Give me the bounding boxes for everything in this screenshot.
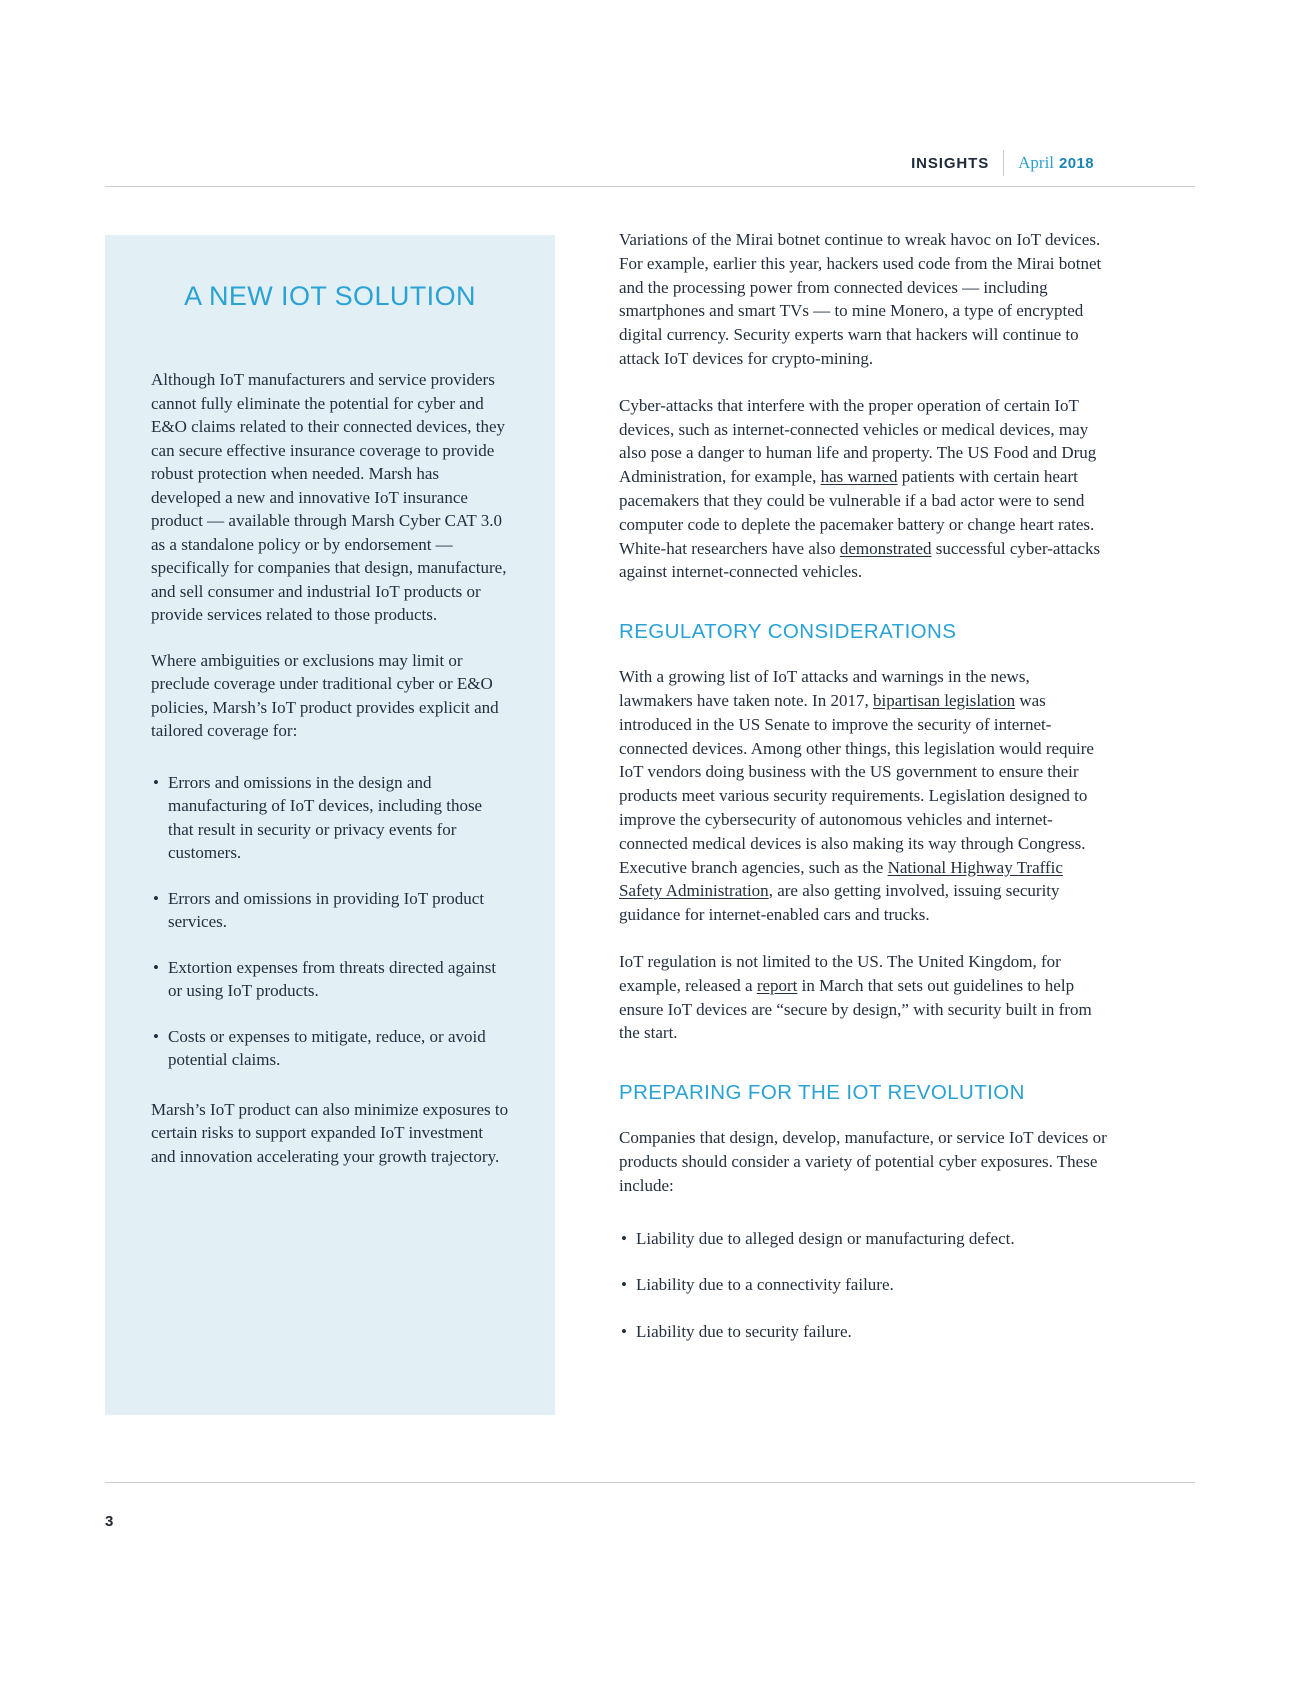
bullet-item: • Errors and omissions in the design and manufacturing of IoT devices, including those that result in security or privacy events for customers. [151, 771, 509, 865]
masthead-divider [1003, 150, 1004, 176]
issue-date [1018, 153, 1094, 173]
text-segment: IoT regulation is not limited to the US. The United Kingdom, for example, released a [619, 951, 1061, 995]
panel-title: A NEW IOT SOLUTION [184, 281, 476, 311]
main-column [619, 228, 1107, 1366]
bullet-item: • Costs or expenses to mitigate, reduce, or avoid potential claims. [151, 1025, 509, 1072]
page-number: 3 [105, 1513, 114, 1530]
paragraph-legislation [619, 665, 1107, 927]
sidebar-panel [105, 235, 555, 1415]
paragraph-cyber-attacks [619, 394, 1107, 584]
panel-paragraph-closing: Marsh’s IoT product can also minimize exposures to certain risks to support expanded IoT investment and innovation accelerating your growth trajectory. [151, 1099, 509, 1166]
panel-paragraph-intro: Although IoT manufacturers and service providers cannot fully eliminate the potential for cyber and E&O claims related to their connected devices, they can secure effective insurance coverage to provide robust protection when needed. Marsh has developed a new and innovative IoT insurance product — available through Marsh Cyber CAT 3.0 as a standalone policy or by endorsement — specifically for companies that design, manufacture, and sell consumer and industrial IoT products or provide services related to those products. [151, 370, 507, 624]
paragraph-companies: Companies that design, develop, manufacture, or service IoT devices or products should consider a variety of potential cyber exposures. These include: [619, 1128, 1107, 1195]
bullet-item: • Extortion expenses from threats directed against or using IoT products. [151, 956, 509, 1003]
inline-link[interactable]: report [756, 975, 798, 995]
panel-paragraph-coverage: Where ambiguities or exclusions may limit or preclude coverage under traditional cyber or E&O policies, Marsh’s IoT product provides explicit and tailored coverage for: [151, 650, 499, 740]
text-segment: in March that sets out guidelines to help ensure IoT devices are “secure by design,” with security built in from the start. [619, 975, 1092, 1043]
text-segment: , are also getting involved, issuing security guidance for internet-enabled cars and trucks. [619, 881, 1060, 925]
text-segment: Variations of the Mirai botnet continue to wreak havoc on IoT devices. For example, earlier this year, hackers used code from the Mirai botnet and the processing power from connected devices — including smartphones and smart TVs — to mine Monero, a type of encrypted digital currency. Security experts warn that hackers will continue to attack IoT devices for crypto-mining. [619, 230, 1102, 368]
paragraph-uk-regulation [619, 950, 1107, 1045]
text-segment: was introduced in the US Senate to improve the security of internet-connected devices. Among other things, this legislation would require IoT vendors doing business with the US government to ensure their products meet various security requirements. Legislation designed to improve the cybersecurity of autonomous vehicles and internet-connected medical devices is also making its way through Congress. Executive branch agencies, such as the [619, 690, 1094, 877]
paragraph-mirai-botnet [619, 228, 1107, 371]
heading-preparing-iot-revolution: PREPARING FOR THE IOT REVOLUTION [619, 1081, 1025, 1105]
issue-month: April [1018, 153, 1055, 172]
bullet-item: • Liability due to security failure. [619, 1320, 1107, 1344]
text-segment: Cyber-attacks that interfere with the proper operation of certain IoT devices, such as internet-connected vehicles or medical devices, may also pose a danger to human life and property. The US Food and Drug Administration, for example, [619, 395, 1097, 487]
main-bullet-list [619, 1227, 1107, 1344]
header-rule [105, 186, 1195, 187]
text-segment: successful cyber-attacks against internet-connected vehicles. [619, 538, 1101, 582]
masthead [911, 150, 1094, 176]
text-segment: With a growing list of IoT attacks and warnings in the news, lawmakers have taken note. In 2017, [619, 667, 1030, 710]
issue-year: 2018 [1059, 155, 1094, 172]
panel-bullet-list [151, 771, 509, 1072]
text-segment: patients with certain heart pacemakers that they could be vulnerable if a bad actor were to send computer code to deplete the pacemaker battery or change heart rates. White-hat researchers have also [619, 467, 1095, 558]
footer-rule [105, 1482, 1195, 1483]
heading-regulatory-considerations: REGULATORY CONSIDERATIONS [619, 620, 957, 644]
inline-link[interactable]: demonstrated [839, 538, 932, 558]
bullet-item: • Errors and omissions in providing IoT product services. [151, 887, 509, 934]
inline-link[interactable]: National Highway Traffic Safety Administration [619, 857, 1063, 901]
publication-name: INSIGHTS [911, 154, 990, 172]
bullet-item: • Liability due to alleged design or manufacturing defect. [619, 1227, 1107, 1251]
inline-link[interactable]: bipartisan legislation [872, 690, 1016, 710]
bullet-item: • Liability due to a connectivity failure. [619, 1273, 1107, 1297]
inline-link[interactable]: has warned [820, 467, 898, 487]
